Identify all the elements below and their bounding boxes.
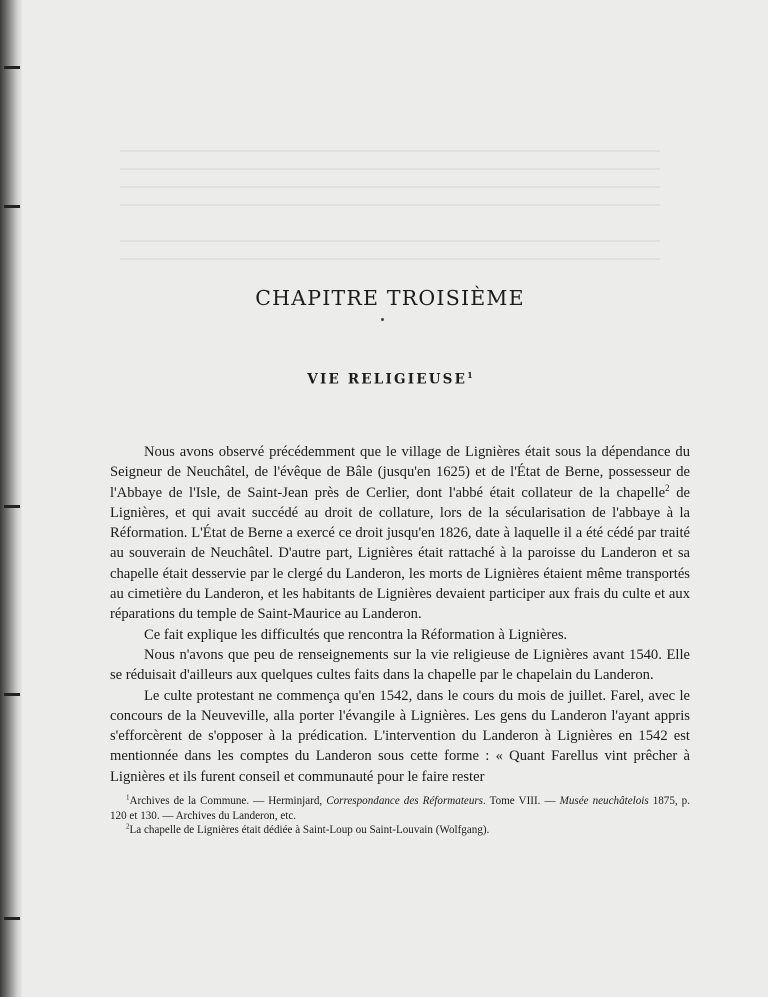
paragraph <box>110 442 690 625</box>
footnote <box>110 823 690 838</box>
footnote-text: 1875, p. 120 et 130. — Archives du Landeron, etc. <box>110 795 691 822</box>
binding-mark <box>4 917 20 920</box>
binding-mark <box>4 505 20 508</box>
footnote-title: Correspondance des Réformateurs <box>326 795 484 807</box>
footnote-marker: 1 <box>126 793 130 802</box>
chapter-title: CHAPITRE TROISIÈME <box>255 285 525 310</box>
book-page <box>40 0 740 997</box>
paragraph: Nous n'avons que peu de renseignements sur la vie religieuse de Lignières avant 1540. Elle se réduisait d'ailleurs aux quelques cultes faits dans la chapelle par le chapelain du Landeron. <box>110 646 690 684</box>
footnote-ref: 2 <box>665 482 670 493</box>
footnote-title: Musée neuchâtelois <box>559 795 649 807</box>
section-title <box>40 370 740 388</box>
paragraph-text: de Lignières, et qui avait succédé au droit de collature, lors de la sécularisation de l'abbaye à la Réformation. L'État de Berne a exercé ce droit jusqu'en 1826, date à laquelle il a été cédé par traité au souverain de Neuchâtel. D'autre part, Lignières était rattaché à la paroisse du Landeron et sa chapelle était desservie par le clergé du Landeron, les morts de Lignières étaient même transportés au cimetière du Landeron, et les habitants de Lignières devaient participer aux frais du culte et aux réparations du temple de Saint-Maurice au Landeron. <box>110 484 690 623</box>
paragraph: Ce fait explique les difficultés que rencontra la Réformation à Lignières. <box>144 626 568 643</box>
body-text <box>110 442 690 787</box>
paragraph: Le culte protestant ne commença qu'en 1542, dans le cours du mois de juillet. Farel, avec le concours de la Neuveville, alla porter l'évangile à Lignières. Les gens du Landeron l'ayant appris s'efforcèrent de s'opposer à la prédication. L'intervention du Landeron à Lignières en 1542 est mentionnée dans les comptes du Landeron sous cette forme : « Quant Farellus vint prêcher à Lignières et ils furent conseil et communauté pour le faire rester <box>110 687 690 785</box>
ornament-dot <box>381 318 384 321</box>
binding-mark <box>4 66 20 69</box>
footnote-text: La chapelle de Lignières était dédiée à Saint-Loup ou Saint-Louvain (Wolfgang). <box>129 824 490 837</box>
footnotes <box>110 794 690 838</box>
book-binding-edge <box>0 0 22 997</box>
paragraph-text: Nous avons observé précédemment que le village de Lignières était sous la dépendance du Seigneur de Neuchâtel, de l'évêque de Bâle (jusqu'en 1625) et de l'État de Berne, possesseur de l'Abbaye de l'Isle, de Saint-Jean près de Cerlier, dont l'abbé était collateur de la chapelle <box>110 444 690 501</box>
section-title-text: VIE RELIGIEUSE <box>307 371 468 388</box>
binding-mark <box>4 693 20 696</box>
footnote-marker: 2 <box>126 822 130 831</box>
footnote-text: . Tome VIII. — <box>483 795 560 807</box>
footnote-text: Archives de la Commune. — Herminjard, <box>129 795 327 807</box>
binding-mark <box>4 205 20 208</box>
footnote <box>110 794 690 823</box>
footnote-ref: 1 <box>467 370 473 381</box>
